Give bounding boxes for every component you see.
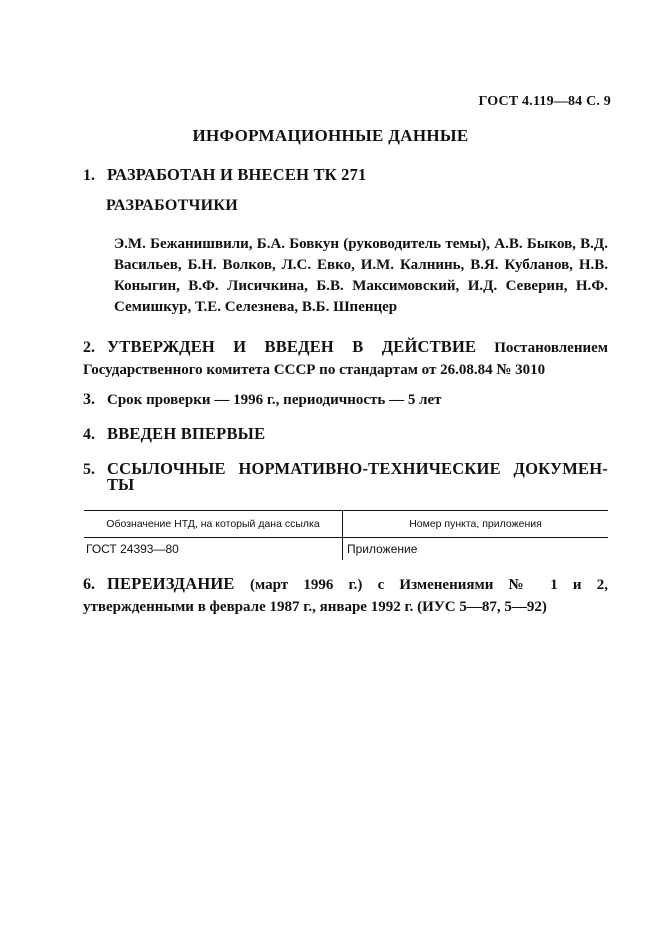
info-item-6 <box>83 573 608 618</box>
item-text: Срок проверки — 1996 г., периодичность — 5 лет <box>107 392 442 408</box>
table-cell-document: ГОСТ 24393—80 <box>84 538 343 561</box>
item-heading: ССЫЛОЧНЫЕ НОРМАТИВНО-ТЕХНИЧЕСКИЕ ДОКУМЕН- <box>107 459 608 478</box>
item-heading: УТВЕРЖДЕН И ВВЕДЕН В ДЕЙСТВИЕ <box>107 337 477 356</box>
document-title: ИНФОРМАЦИОННЫЕ ДАННЫЕ <box>192 126 469 145</box>
column-header-clause: Номер пункта, приложения <box>343 511 609 538</box>
item-heading: ВВЕДЕН ВПЕРВЫЕ <box>107 424 266 443</box>
item-heading: РАЗРАБОТАН И ВНЕСЕН ТК 271 <box>107 165 367 184</box>
item-number: 3. <box>83 391 95 408</box>
item-text: (март 1996 г.) с Изменениями № 1 и 2, утвержденными в феврале 1987 г., январе 1992 г. (ИУС 5—87, 5—92) <box>83 577 608 615</box>
item-number: 6. <box>83 576 95 593</box>
reference-documents-table <box>84 510 608 560</box>
table-header-row <box>84 511 608 538</box>
item-number: 4. <box>83 426 95 443</box>
info-item-5 <box>83 458 608 480</box>
column-header-document: Обозначение НТД, на который дана ссылка <box>84 511 343 538</box>
info-item-3 <box>83 389 608 411</box>
table-cell-clause: Приложение <box>347 542 418 556</box>
info-item-4 <box>83 423 608 445</box>
page-reference: ГОСТ 4.119—84 С. 9 <box>478 94 611 109</box>
developers-heading: РАЗРАБОТЧИКИ <box>106 197 239 214</box>
table-row <box>84 538 608 561</box>
item-number: 2. <box>83 339 95 356</box>
info-item-1 <box>83 164 608 186</box>
info-item-2 <box>83 336 608 381</box>
item-text: Постановлением Государственного комитета СССР по стандартам от 26.08.84 № 3010 <box>83 340 608 378</box>
item-number: 1. <box>83 167 95 184</box>
item-heading-continuation: ТЫ <box>107 475 135 494</box>
item-number: 5. <box>83 461 95 478</box>
item-heading: ПЕРЕИЗДАНИЕ <box>107 574 235 593</box>
developers-list: Э.М. Бежанишвили, Б.А. Бовкун (руководитель темы), А.В. Быков, В.Д. Васильев, Б.Н. Волков, Л.С. Евко, И.М. Калнинь, В.Я. Кубланов, Н.В. Коныгин, В.Ф. Лисичкина, Б.В. Максимовский, И.Д. Северин, Н.Ф. Семишкур, Т.Е. Селезнева, В.Б. Шпенцер <box>114 236 608 315</box>
